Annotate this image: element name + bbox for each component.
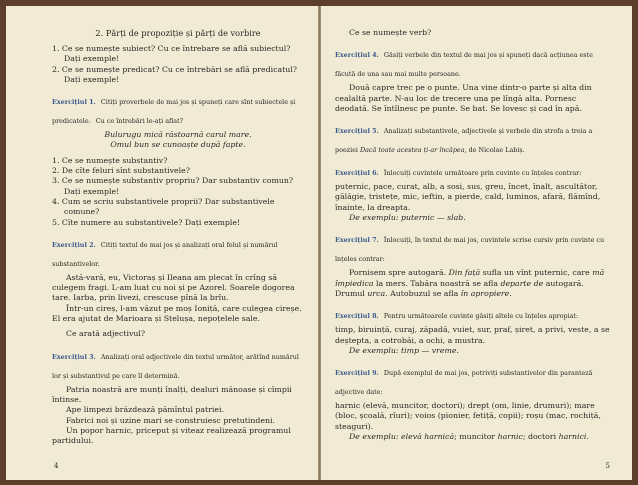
text-part: ; doctori bbox=[522, 432, 559, 442]
text-part: la mers. Tabăra noastră se afla bbox=[373, 278, 501, 288]
exercise-label: Exercițiul 9. bbox=[335, 369, 379, 378]
text-part: sufla un vînt puternic, care bbox=[480, 268, 593, 278]
text-part: ; muncitor bbox=[454, 432, 498, 442]
italic-word: departe de bbox=[500, 278, 544, 288]
text-line: Fabrici noi și uzine mari se construiesc pretutindeni. bbox=[66, 415, 275, 425]
exercise-label: Exercițiul 1. bbox=[52, 98, 96, 107]
exercise-instruction: Înlocuiți, în textul de mai jos, cuvintele scrise cursiv prin cuvinte cu înțeles contrar: bbox=[335, 236, 605, 264]
text-paragraph: Patria noastră are munți înalți, dealuri mănoase și cîmpii întinse. bbox=[52, 384, 292, 404]
example-line bbox=[335, 432, 612, 442]
exercise-instruction: Citiți proverbele de mai jos și spuneți care sînt subiectele și predicatele. bbox=[52, 98, 296, 126]
italic-word: harnici bbox=[558, 432, 587, 442]
text-paragraph bbox=[335, 268, 612, 299]
exercise-4 bbox=[335, 42, 612, 80]
example-line: De exemplu: puternic — slab. bbox=[349, 213, 466, 223]
italic-word: harnică bbox=[424, 432, 455, 442]
exercise-instruction: Citiți textul de mai jos și analizați oral felul și numărul substantivelor. bbox=[52, 240, 278, 268]
exercise-label: Exercițiul 5. bbox=[335, 127, 379, 136]
exercise-instruction: Găsiți verbele din textul de mai jos și spuneți dacă acțiunea este făcută de una sau mai multe persoane. bbox=[335, 51, 593, 79]
exercise-label: Exercițiul 4. bbox=[335, 51, 379, 60]
question-noun-3: 3. Ce se numește substantiv propriu? Dar substantiv comun? Dați exemple! bbox=[52, 176, 294, 196]
word-list: harnic (elevă, muncitor, doctori); drept (om, linie, drumuri); mare (bloc, școală, rîuri); voios (pionier, fetiță, copii); roșu (mac, rochiță, steaguri). bbox=[335, 401, 601, 431]
exercise-2 bbox=[52, 232, 304, 270]
example-line: De exemplu: timp — vreme. bbox=[349, 345, 459, 355]
page-number: 5 bbox=[605, 462, 610, 470]
section-heading: 2. Părți de propoziție și părți de vorbire bbox=[95, 28, 261, 38]
exercise-instruction-2: Cu ce întrebări le-ați aflat? bbox=[95, 117, 184, 126]
italic-word: urca bbox=[367, 288, 386, 298]
question-2: 2. Ce se numește predicat? Cu ce întrebări se află predicatul? Dați exemple! bbox=[52, 64, 297, 84]
poem-title: Dacă toate acestea ți-ar încăpea bbox=[360, 146, 465, 155]
word-list: timp, biruință, curaj, zăpadă, vuiet, sur, praf, șiret, a privi, veste, a se deștepta, a cotrobăi, a ochi, a mustra. bbox=[335, 325, 610, 345]
word-list: puternic, pace, curat, alb, a sosi, sus, greu, încet, înalt, ascultător, gălăgie, tristețe, mic, ieftin, a pierde, cald, luminos, afară, flămînd, înainte, la dreapta. bbox=[335, 182, 601, 212]
exercise-instruction-end: , de Nicolae Labiș. bbox=[464, 146, 525, 155]
text-part: . bbox=[586, 432, 589, 442]
text-line: Un popor harnic, priceput și viteaz realizează programul partidului. bbox=[52, 425, 291, 446]
text-paragraph: Astă-vară, eu, Victoraș și Ileana am plecat în crîng să culegem fragi. L-am luat cu noi și pe Azorel. Soarele dogorea tare. Iarba, prin livezi, crescuse pînă la brîu. bbox=[52, 272, 295, 303]
exercise-label: Exercițiul 3. bbox=[52, 352, 96, 361]
text-part: autogară. Drumul bbox=[335, 278, 584, 298]
exercise-label: Exercițiul 2. bbox=[52, 240, 96, 249]
italic-word: în apropiere bbox=[460, 288, 510, 298]
exercise-instruction: Analizați oral adjectivele din textul următor, arătînd numărul lor și substantivul pe care îl determină. bbox=[52, 352, 299, 380]
exercise-7 bbox=[335, 227, 612, 265]
text-part: De exemplu: elevă bbox=[349, 432, 425, 442]
exercise-6 bbox=[335, 160, 612, 179]
question-noun-1: 1. Ce se numește substantiv? bbox=[52, 155, 168, 165]
exercise-9 bbox=[335, 360, 612, 398]
text-part: Pornisem spre autogară. bbox=[349, 268, 449, 278]
proverb-1: Bulurugu mică răstoarnă carul mare. bbox=[104, 130, 252, 140]
question-noun-4: 4. Cum se scriu substantivele proprii? Dar substantivele comune? bbox=[52, 196, 275, 217]
question-noun-2: 2. De cîte feluri sînt substantivele? bbox=[52, 166, 190, 176]
exercise-label: Exercițiul 7. bbox=[335, 236, 379, 245]
left-page bbox=[6, 6, 318, 480]
italic-word: harnic bbox=[497, 432, 523, 442]
question-adjective: Ce arată adjectivul? bbox=[66, 329, 146, 339]
text-part: . Autobuzul se afla bbox=[385, 288, 461, 298]
exercise-5 bbox=[335, 118, 612, 156]
exercise-3 bbox=[52, 344, 304, 382]
exercise-instruction: Înlocuiți cuvintele următoare prin cuvinte cu înțeles contrar: bbox=[383, 169, 582, 178]
exercise-8 bbox=[335, 303, 612, 322]
question-1: 1. Ce se numește subiect? Cu ce întrebare se află subiectul? Dați exemple! bbox=[52, 44, 291, 64]
right-page bbox=[321, 6, 632, 480]
page-number: 4 bbox=[54, 462, 59, 470]
text-paragraph: Două capre trec pe o punte. Una vine dintr-o parte și alta din cealaltă parte. N-au loc de trecere una pe lîngă alta. Pornesc deodată. Se întîlnesc pe punte. Se bat. Se lovesc și cad în apă. bbox=[335, 83, 592, 113]
exercise-instruction: Analizați substantivele, adjectivele și verbele din strofa a treia a poeziei bbox=[335, 127, 593, 155]
italic-word: Din față bbox=[448, 268, 481, 278]
question-noun-5: 5. Cîte numere au substantivele? Dați exemple! bbox=[52, 217, 241, 227]
exercise-label: Exercițiul 6. bbox=[335, 169, 379, 178]
italic-word: mă împiedica bbox=[335, 268, 605, 288]
exercise-1 bbox=[52, 89, 304, 127]
exercise-label: Exercițiul 8. bbox=[335, 312, 379, 321]
text-line: Ape limpezi brăzdează pămîntul patriei. bbox=[66, 405, 224, 415]
question-verb: Ce se numește verb? bbox=[349, 28, 432, 37]
text-paragraph: Într-un cireș, l-am văzut pe moș Ioniță, care culegea cireșe. El era ajutat de Marioara și Stelușa, nepoțelele sale. bbox=[52, 303, 302, 324]
exercise-instruction: Pentru următoarele cuvinte găsiți altele cu înțeles apropiat: bbox=[383, 312, 579, 321]
exercise-instruction: După exemplul de mai jos, potriviți substantivelor din paranteză adjective date: bbox=[335, 369, 593, 397]
proverb-2: Omul bun se cunoaște după fapte. bbox=[110, 140, 246, 150]
text-part: . bbox=[509, 288, 512, 298]
